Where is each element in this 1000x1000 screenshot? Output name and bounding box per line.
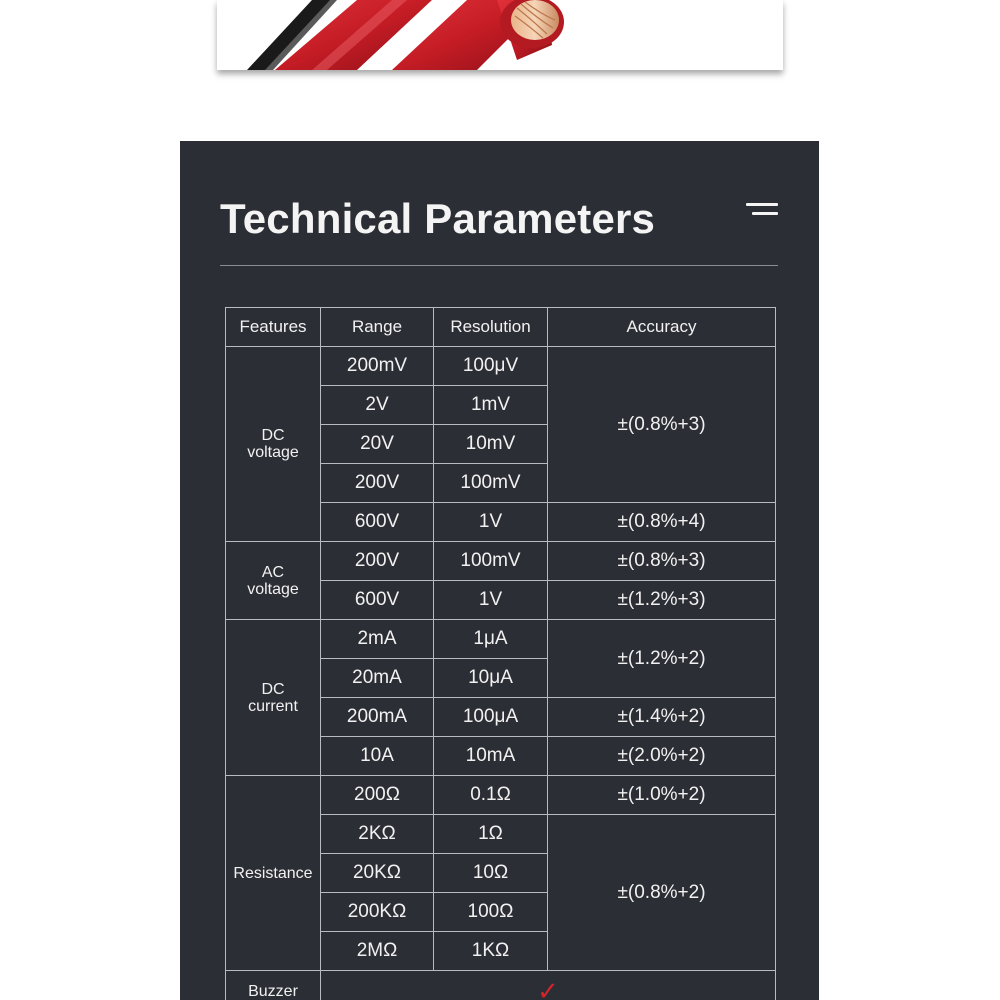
range-cell: 200V <box>321 464 434 503</box>
accuracy-cell: ±(1.4%+2) <box>548 698 776 737</box>
accuracy-cell: ±(0.8%+4) <box>548 503 776 542</box>
header-accuracy: Accuracy <box>548 308 776 347</box>
resolution-cell: 1μA <box>434 620 548 659</box>
range-cell: 200KΩ <box>321 893 434 932</box>
panel-title: Technical Parameters <box>220 195 656 242</box>
resolution-cell: 10mA <box>434 737 548 776</box>
resolution-cell: 1mV <box>434 386 548 425</box>
title-divider <box>220 265 778 266</box>
feature-label: DC current <box>248 680 298 715</box>
range-cell: 2V <box>321 386 434 425</box>
resolution-cell: 100mV <box>434 542 548 581</box>
feature-label: DC voltage <box>247 427 299 461</box>
header-range: Range <box>321 308 434 347</box>
resolution-cell: 100μA <box>434 698 548 737</box>
range-cell: 600V <box>321 581 434 620</box>
resolution-cell: 10μA <box>434 659 548 698</box>
feature-dc-current <box>226 620 321 776</box>
accuracy-cell: ±(0.8%+2) <box>548 815 776 971</box>
header-resolution: Resolution <box>434 308 548 347</box>
resolution-cell: 0.1Ω <box>434 776 548 815</box>
resolution-cell: 1V <box>434 503 548 542</box>
resolution-cell: 100mV <box>434 464 548 503</box>
resolution-cell: 100Ω <box>434 893 548 932</box>
feature-label: AC voltage <box>247 563 299 598</box>
feature-label: Buzzer <box>248 983 298 1000</box>
resolution-cell: 1Ω <box>434 815 548 854</box>
accuracy-cell: ±(2.0%+2) <box>548 737 776 776</box>
buzzer-value-cell <box>321 971 776 1000</box>
feature-ac-voltage <box>226 542 321 620</box>
table-header-row <box>226 308 776 347</box>
range-cell: 2MΩ <box>321 932 434 971</box>
resolution-cell: 1V <box>434 581 548 620</box>
accuracy-cell: ±(1.2%+3) <box>548 581 776 620</box>
accuracy-cell: ±(1.2%+2) <box>548 620 776 698</box>
menu-icon-line <box>752 212 778 215</box>
range-cell: 2KΩ <box>321 815 434 854</box>
table-row <box>226 620 776 659</box>
range-cell: 200V <box>321 542 434 581</box>
accuracy-cell: ±(1.0%+2) <box>548 776 776 815</box>
accuracy-cell: ±(0.8%+3) <box>548 347 776 503</box>
table-row <box>226 776 776 815</box>
range-cell: 200mV <box>321 347 434 386</box>
feature-resistance: Resistance <box>226 776 321 971</box>
table-row <box>226 542 776 581</box>
resolution-cell: 10mV <box>434 425 548 464</box>
resolution-cell: 1KΩ <box>434 932 548 971</box>
feature-dc-voltage <box>226 347 321 542</box>
range-cell: 20V <box>321 425 434 464</box>
range-cell: 200mA <box>321 698 434 737</box>
product-photo-test-leads <box>217 0 783 70</box>
checkmark-icon: ✓ <box>537 976 559 1000</box>
table-row <box>226 971 776 1000</box>
range-cell: 20mA <box>321 659 434 698</box>
resolution-cell: 100μV <box>434 347 548 386</box>
range-cell: 20KΩ <box>321 854 434 893</box>
range-cell: 600V <box>321 503 434 542</box>
range-cell: 10A <box>321 737 434 776</box>
parameters-table <box>225 307 776 1000</box>
accuracy-cell: ±(0.8%+3) <box>548 542 776 581</box>
technical-parameters-panel <box>180 141 819 1000</box>
feature-buzzer <box>226 971 321 1000</box>
menu-icon-line <box>746 203 778 206</box>
range-cell: 200Ω <box>321 776 434 815</box>
header-features: Features <box>226 308 321 347</box>
range-cell: 2mA <box>321 620 434 659</box>
table-row <box>226 347 776 386</box>
menu-icon[interactable] <box>746 203 778 217</box>
resolution-cell: 10Ω <box>434 854 548 893</box>
